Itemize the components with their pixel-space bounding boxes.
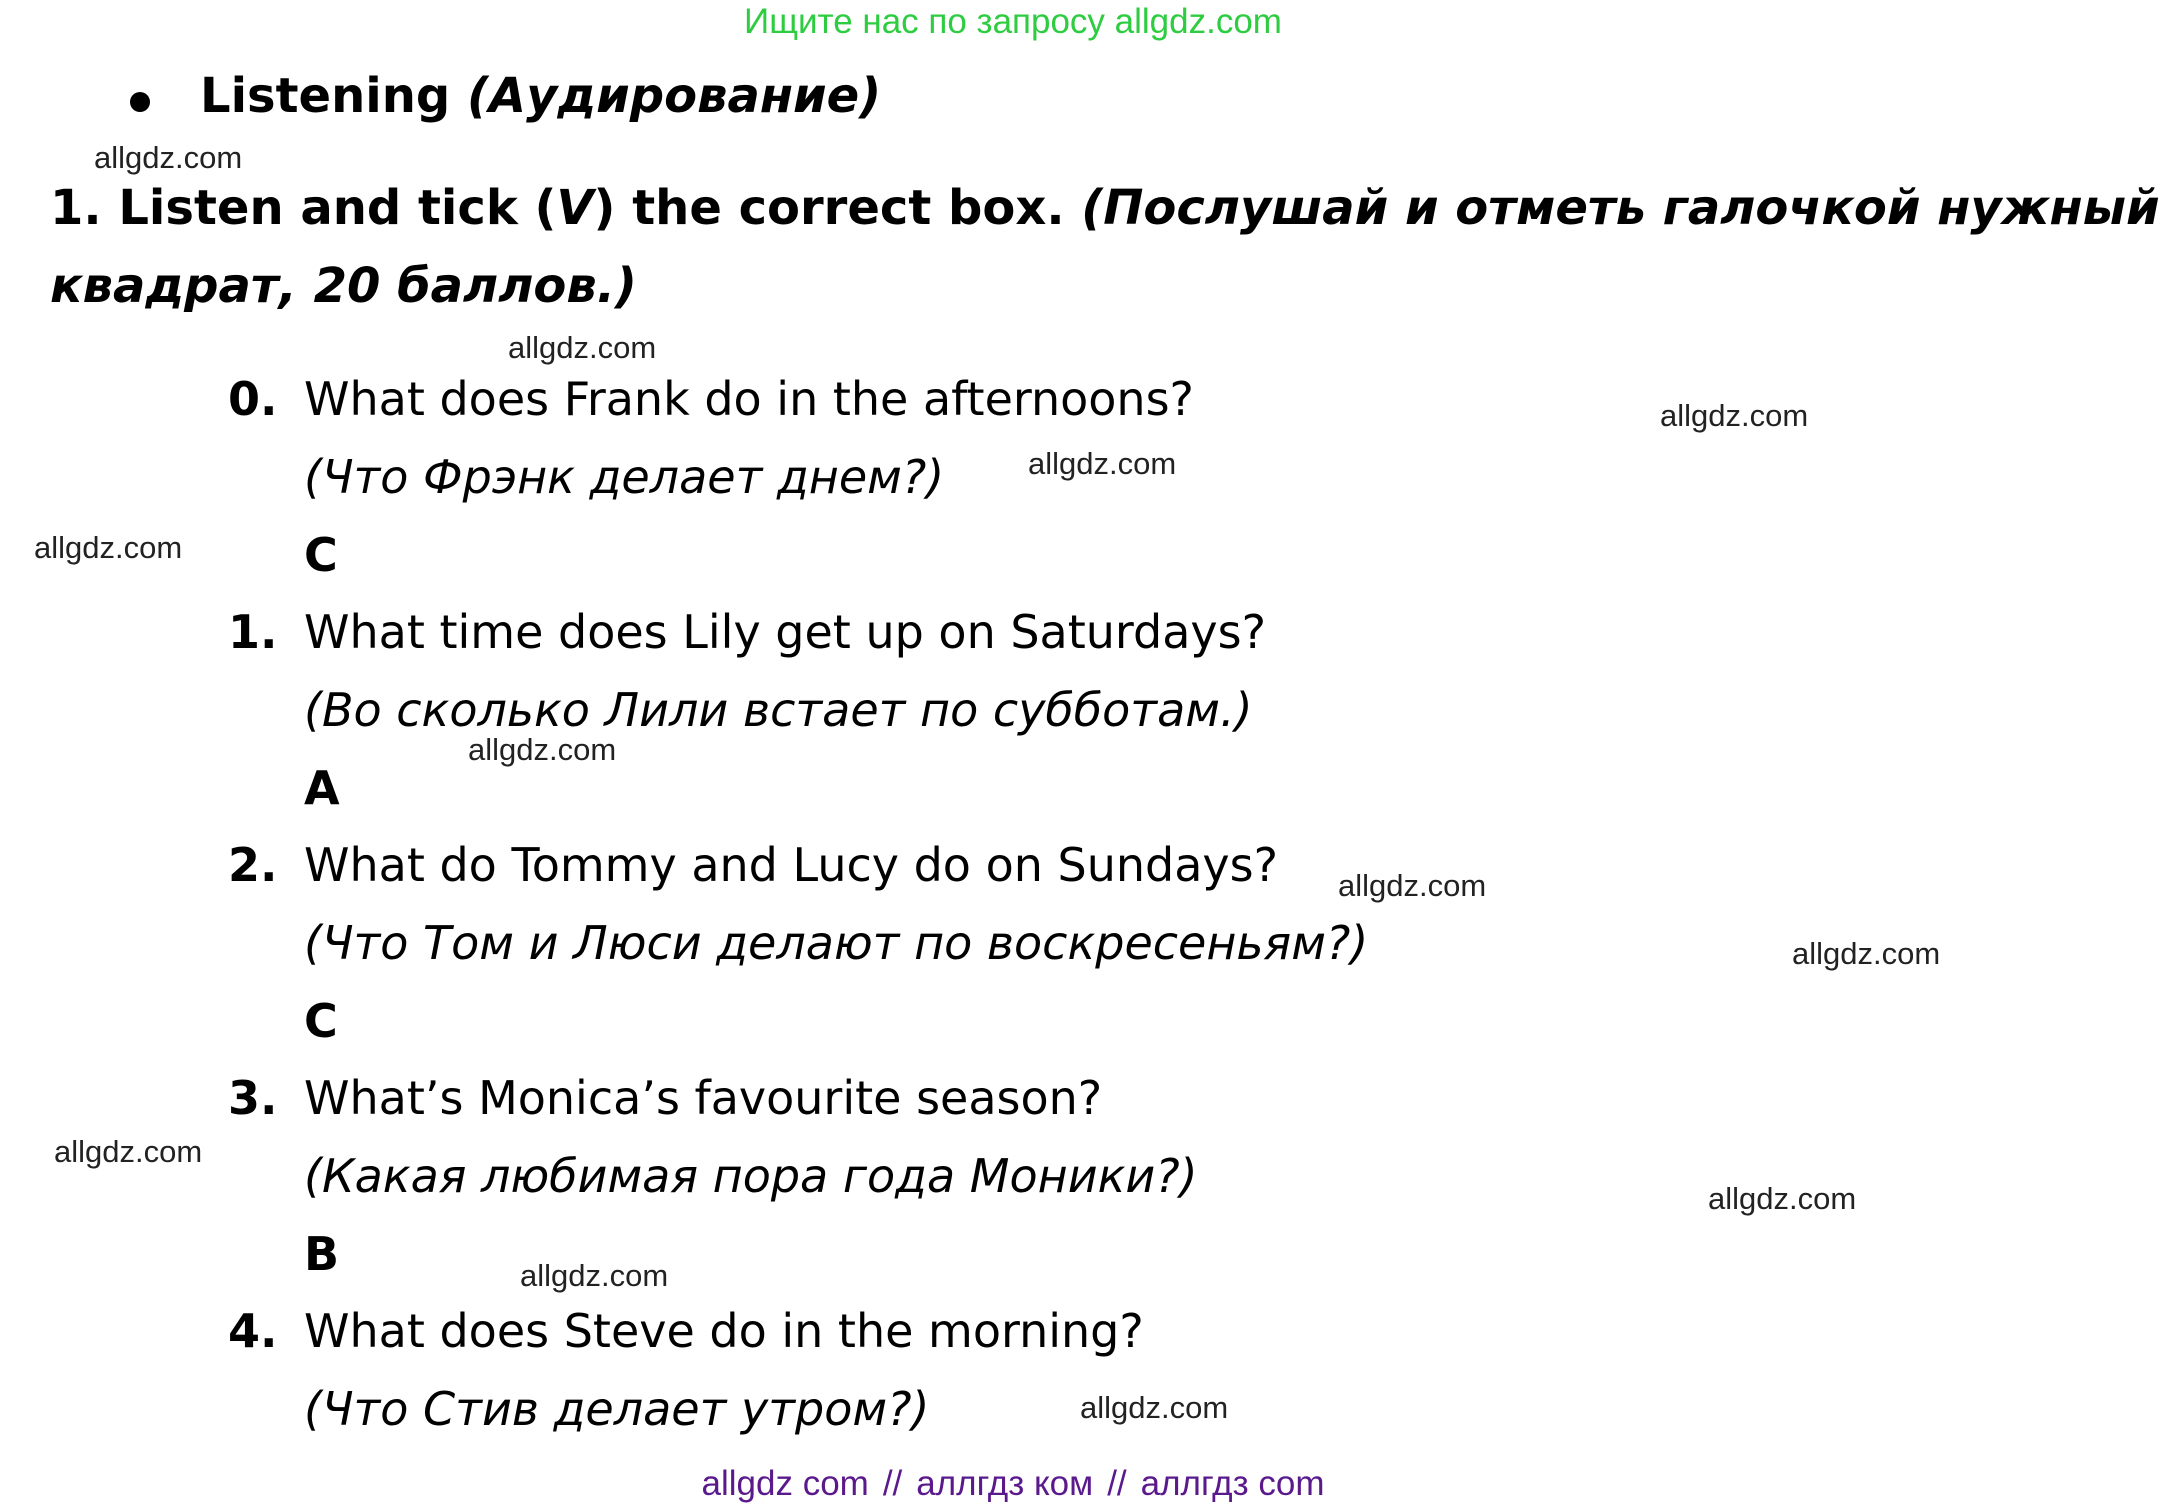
watermark: allgdz.com [1660,398,1809,433]
footer-part-3: аллгдз com [1140,1464,1325,1503]
question-text-en: What time does Lily get up on Saturdays? [304,605,1267,659]
watermark: allgdz.com [54,1134,203,1169]
footer-separator: // [1107,1464,1127,1503]
footer-part-2: аллгдз ком [916,1464,1094,1503]
question-text-en: What do Tommy and Lucy do on Sundays? [304,838,1278,892]
question-number: 4. [228,1304,278,1358]
task-instruction-line-2 [50,258,637,314]
watermark: allgdz.com [1792,936,1941,971]
task-v-mark: V [556,180,594,236]
question-number: 1. [228,605,278,659]
question-text-en: What does Steve do in the morning? [304,1304,1144,1358]
watermark: allgdz.com [1708,1181,1857,1216]
question-number: 3. [228,1071,278,1125]
question-text-ru: (Какая любимая пора года Моники?) [304,1149,1198,1203]
watermark: allgdz.com [34,530,183,565]
question-number: 2. [228,838,278,892]
top-banner [0,2,2026,42]
question-answer: B [304,1227,340,1281]
section-title-ru: (Аудирование) [466,68,882,124]
question-text-en: What does Frank do in the afternoons? [304,372,1194,426]
watermark: allgdz.com [94,140,243,175]
task-en-part2: ) the correct box. [593,180,1082,236]
task-ru-part2: квадрат, 20 баллов.) [50,258,637,314]
watermark: allgdz.com [508,330,657,365]
question-answer: A [304,761,340,815]
bullet-dot [130,92,150,112]
watermark: allgdz.com [520,1258,669,1293]
watermark: allgdz.com [1338,868,1487,903]
watermark: allgdz.com [468,732,617,767]
question-text-ru: (Во сколько Лили встает по субботам.) [304,683,1253,737]
task-ru-part1: (Послушай и отметь галочкой нужный [1081,180,2160,236]
question-answer: C [304,528,338,582]
question-text-ru: (Что Том и Люси делают по воскресеньям?) [304,916,1369,970]
question-answer: C [304,994,338,1048]
question-text-ru: (Что Стив делает утром?) [304,1382,930,1436]
task-en-part1: 1. Listen and tick ( [50,180,557,236]
section-title-en: Listening [200,68,467,124]
question-text-ru: (Что Фрэнк делает днем?) [304,450,945,504]
task-instruction-line-1 [50,180,2160,236]
footer-separator: // [882,1464,903,1503]
question-text-en: What’s Monica’s favourite season? [304,1071,1103,1125]
question-number: 0. [228,372,278,426]
watermark: allgdz.com [1028,446,1177,481]
section-heading [200,68,881,124]
footer-part-1: allgdz com [701,1464,869,1503]
top-banner-text: Ищите нас по запросу allgdz.com [744,2,1282,41]
footer-banner [0,1464,2026,1504]
watermark: allgdz.com [1080,1390,1229,1425]
